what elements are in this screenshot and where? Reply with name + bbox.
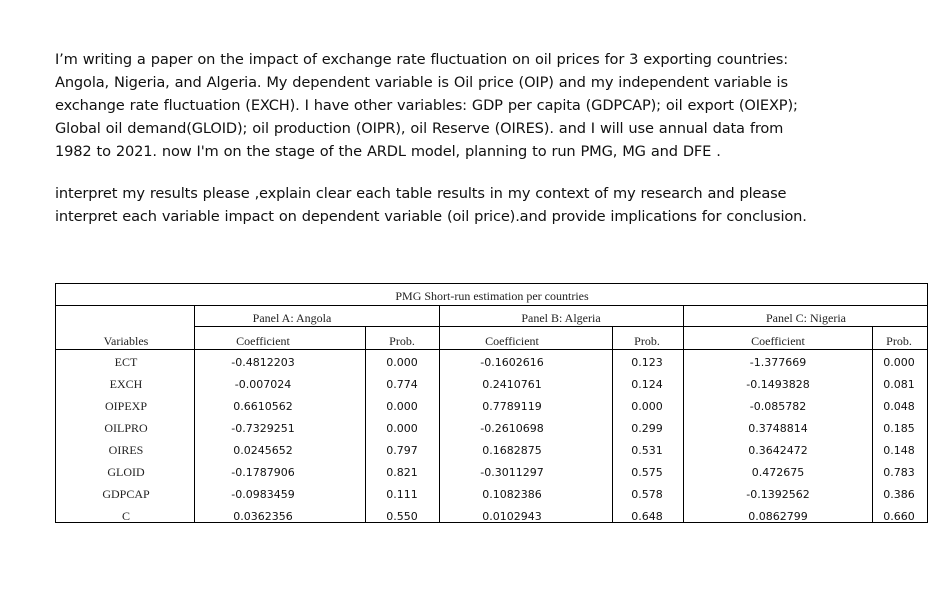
- table-rule: [612, 326, 613, 522]
- coefficient-value: -0.0983459: [231, 488, 295, 501]
- prob-value: 0.000: [386, 400, 418, 413]
- coefficient-value: 0.3642472: [748, 444, 808, 457]
- table-rule: [683, 305, 684, 523]
- coefficient-value: 0.2410761: [482, 378, 542, 391]
- coefficient-value: 0.0102943: [482, 510, 542, 523]
- prob-value: 0.578: [631, 488, 663, 501]
- coefficient-value: 0.0362356: [233, 510, 293, 523]
- prob-value: 0.000: [883, 356, 915, 369]
- coefficient-value: -0.4812203: [231, 356, 295, 369]
- paragraph-line: interpret my results please ,explain clear each table results in my context of my research and please: [55, 185, 787, 202]
- panel-header: Panel C: Nigeria: [766, 311, 846, 325]
- paragraph-line: exchange rate fluctuation (EXCH). I have other variables: GDP per capita (GDPCAP); oil export (OIEXP);: [55, 97, 798, 114]
- coefficient-value: 0.0245652: [233, 444, 293, 457]
- coefficient-header: Coefficient: [236, 334, 290, 348]
- prob-value: 0.000: [386, 422, 418, 435]
- prob-value: 0.000: [631, 400, 663, 413]
- prob-value: 0.660: [883, 510, 915, 523]
- coefficient-value: -0.007024: [234, 378, 292, 391]
- prob-value: 0.575: [631, 466, 663, 479]
- prob-value: 0.124: [631, 378, 663, 391]
- coefficient-value: 0.1082386: [482, 488, 542, 501]
- prob-value: 0.299: [631, 422, 663, 435]
- prob-value: 0.000: [386, 356, 418, 369]
- variable-name: ECT: [114, 355, 138, 369]
- variable-name: OIPEXP: [104, 399, 148, 413]
- question-paragraph-1: [55, 48, 798, 163]
- prob-value: 0.111: [386, 488, 418, 501]
- prob-value: 0.048: [883, 400, 915, 413]
- coefficient-header: Coefficient: [485, 334, 539, 348]
- paragraph-line: Global oil demand(GLOID); oil production (OIPR), oil Reserve (OIRES). and I will use annual data from: [55, 120, 784, 137]
- prob-value: 0.185: [883, 422, 915, 435]
- panel-header: Panel A: Angola: [252, 311, 332, 325]
- paragraph-line: interpret each variable impact on dependent variable (oil price).and provide implications for conclusion.: [55, 208, 807, 225]
- prob-value: 0.648: [631, 510, 663, 523]
- coefficient-value: 0.3748814: [748, 422, 808, 435]
- coefficient-value: -0.1392562: [746, 488, 810, 501]
- coefficient-value: -0.3011297: [480, 466, 544, 479]
- coefficient-value: -0.1602616: [480, 356, 544, 369]
- paragraph-line: 1982 to 2021. now I'm on the stage of the ARDL model, planning to run PMG, MG and DFE .: [55, 143, 721, 160]
- coefficient-value: -0.1787906: [231, 466, 295, 479]
- prob-header: Prob.: [886, 334, 912, 348]
- prob-value: 0.148: [883, 444, 915, 457]
- variable-name: C: [121, 509, 131, 523]
- table-rule: [194, 305, 195, 523]
- question-paragraph-2: [55, 182, 807, 228]
- prob-header: Prob.: [634, 334, 660, 348]
- variable-name: GDPCAP: [102, 487, 150, 501]
- coefficient-value: -0.085782: [749, 400, 807, 413]
- variable-name: OILPRO: [104, 421, 148, 435]
- variables-header: Variables: [103, 334, 149, 348]
- table-rule: [365, 326, 366, 522]
- table-rule: [56, 305, 927, 306]
- table-rule: [872, 326, 873, 522]
- panel-header: Panel B: Algeria: [521, 311, 601, 325]
- prob-value: 0.797: [386, 444, 418, 457]
- prob-value: 0.531: [631, 444, 663, 457]
- coefficient-header: Coefficient: [751, 334, 805, 348]
- prob-value: 0.550: [386, 510, 418, 523]
- table-rule: [439, 305, 440, 523]
- prob-value: 0.123: [631, 356, 663, 369]
- table-rule: [56, 349, 927, 350]
- coefficient-value: 0.472675: [751, 466, 805, 479]
- prob-value: 0.774: [386, 378, 418, 391]
- coefficient-value: 0.6610562: [233, 400, 293, 413]
- coefficient-value: -0.1493828: [746, 378, 810, 391]
- variable-name: OIRES: [108, 443, 144, 457]
- prob-value: 0.821: [386, 466, 418, 479]
- prob-value: 0.386: [883, 488, 915, 501]
- variable-name: GLOID: [107, 465, 145, 479]
- prob-header: Prob.: [389, 334, 415, 348]
- coefficient-value: 0.7789119: [482, 400, 542, 413]
- coefficient-value: 0.1682875: [482, 444, 542, 457]
- prob-value: 0.783: [883, 466, 915, 479]
- coefficient-value: 0.0862799: [748, 510, 808, 523]
- coefficient-value: -0.7329251: [231, 422, 295, 435]
- table-rule: [194, 326, 927, 327]
- table-title: PMG Short-run estimation per countries: [395, 289, 589, 303]
- prob-value: 0.081: [883, 378, 915, 391]
- coefficient-value: -1.377669: [749, 356, 807, 369]
- variable-name: EXCH: [109, 377, 143, 391]
- paragraph-line: I’m writing a paper on the impact of exchange rate fluctuation on oil prices for 3 exporting countries:: [55, 51, 789, 68]
- pmg-results-table: [55, 283, 928, 523]
- coefficient-value: -0.2610698: [480, 422, 544, 435]
- paragraph-line: Angola, Nigeria, and Algeria. My dependent variable is Oil price (OIP) and my independent variable is: [55, 74, 788, 91]
